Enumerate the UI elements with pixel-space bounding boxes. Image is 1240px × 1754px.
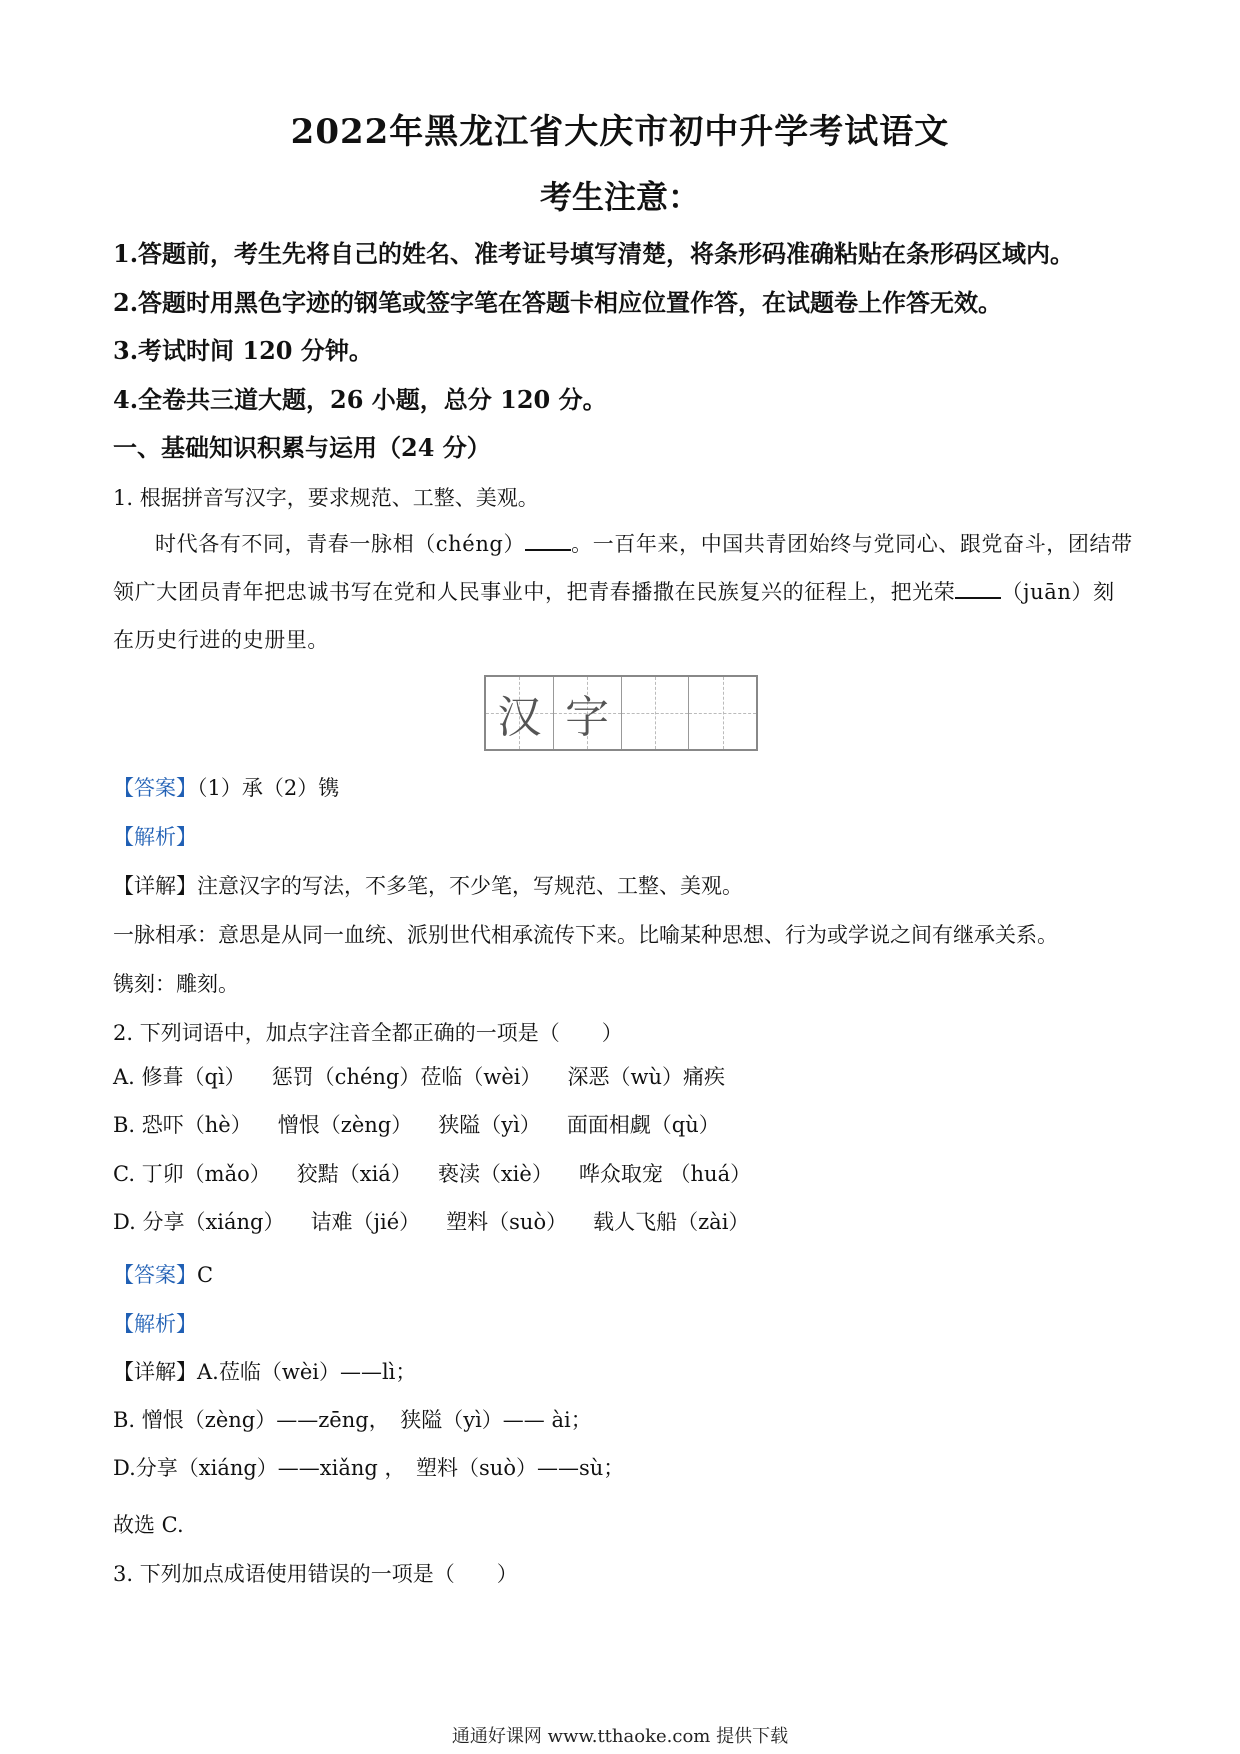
q2-analysis — [113, 1308, 197, 1338]
q1-passage — [113, 520, 1133, 664]
notice-4: 4.全卷共三道大题，26 小题，总分 120 分。 — [113, 385, 607, 414]
detail-tag: 【详解】 — [113, 874, 197, 898]
q2-option-b: B. 恐吓（hè） 憎恨（zèng） 狭隘（yì） 面面相觑（qù） — [113, 1113, 720, 1137]
notice-3: 3.考试时间 120 分钟。 — [113, 336, 373, 365]
grid-cell — [622, 677, 690, 749]
answer-tag: 【答案】 — [113, 776, 197, 800]
notice-2: 2.答题时用黑色字迹的钢笔或签字笔在答题卡相应位置作答，在试题卷上作答无效。 — [113, 288, 1003, 317]
q2-answer — [113, 1259, 213, 1289]
detail-text: 注意汉字的写法，不多笔，不少笔，写规范、工整、美观。 — [197, 874, 743, 898]
q1-analysis — [113, 821, 197, 851]
q2-detail-2: B. 憎恨（zèng）——zēng， 狭隘（yì）—— ài； — [113, 1408, 592, 1432]
q1-passage-part2: 。一百年来，中国共青团始终与党同心、跟党奋斗，团结带领广大团员青年把忠诚书写在党和人民事业中，把青春播撒在民族复兴的征程上，把光荣 — [113, 532, 1133, 604]
q1-explanation-1: 一脉相承：意思是从同一血统、派别世代相承流传下来。比喻某种思想、行为或学说之间有继承关系。 — [113, 923, 1058, 947]
q2-stem: 2. 下列词语中，加点字注音全都正确的一项是（ ） — [113, 1021, 623, 1045]
q1-stem: 1. 根据拼音写汉字，要求规范、工整、美观。 — [113, 486, 539, 510]
q2-option-a: A. 修葺（qì） 惩罚（chéng）莅临（wèi） 深恶（wù）痛疾 — [113, 1065, 725, 1089]
q2-detail-3: D.分享（xiáng）——xiǎng ， 塑料（suò）——sù； — [113, 1456, 625, 1480]
analysis-tag: 【解析】 — [113, 825, 197, 849]
q1-explanation-2: 镌刻：雕刻。 — [113, 972, 239, 996]
section-heading: 一、基础知识积累与运用（24 分） — [113, 433, 491, 462]
q1-answer — [113, 772, 339, 802]
q1-passage-part3: （juān）刻在历史行进的史册里。 — [113, 580, 1115, 652]
page-title: 2022年黑龙江省大庆市初中升学考试语文 — [290, 112, 950, 152]
q2-detail-1 — [113, 1356, 416, 1386]
notice-heading: 考生注意： — [539, 178, 700, 216]
grid-cell: 汉 — [486, 677, 554, 749]
notice-1: 1.答题前，考生先将自己的姓名、准考证号填写清楚，将条形码准确粘贴在条形码区域内。 — [113, 239, 1075, 268]
answer-tag: 【答案】 — [113, 1263, 197, 1287]
writing-grid — [484, 675, 758, 751]
page-footer: 通通好课网 www.tthaoke.com 提供下载 — [451, 1726, 789, 1747]
detail-tag: 【详解】 — [113, 1360, 197, 1384]
detail-text: A.莅临（wèi）——lì； — [197, 1360, 417, 1384]
answer-blank-2 — [955, 579, 1001, 599]
q2-conclusion: 故选 C. — [113, 1513, 184, 1537]
q3-stem: 3. 下列加点成语使用错误的一项是（ ） — [113, 1562, 518, 1586]
analysis-tag: 【解析】 — [113, 1312, 197, 1336]
answer-text: （1）承（2）镌 — [197, 776, 340, 800]
answer-text: C — [197, 1263, 214, 1287]
answer-blank-1 — [525, 531, 571, 551]
q2-option-d: D. 分享（xiáng） 诘难（jié） 塑料（suò） 载人飞船（zài） — [113, 1210, 750, 1234]
q1-detail — [113, 870, 743, 900]
grid-cell — [689, 677, 756, 749]
q2-option-c: C. 丁卯（mǎo） 狡黠（xiá） 亵渎（xiè） 哗众取宠 （huá） — [113, 1162, 752, 1186]
q1-passage-part1: 时代各有不同，青春一脉相（chéng） — [155, 532, 526, 556]
grid-cell: 字 — [554, 677, 622, 749]
